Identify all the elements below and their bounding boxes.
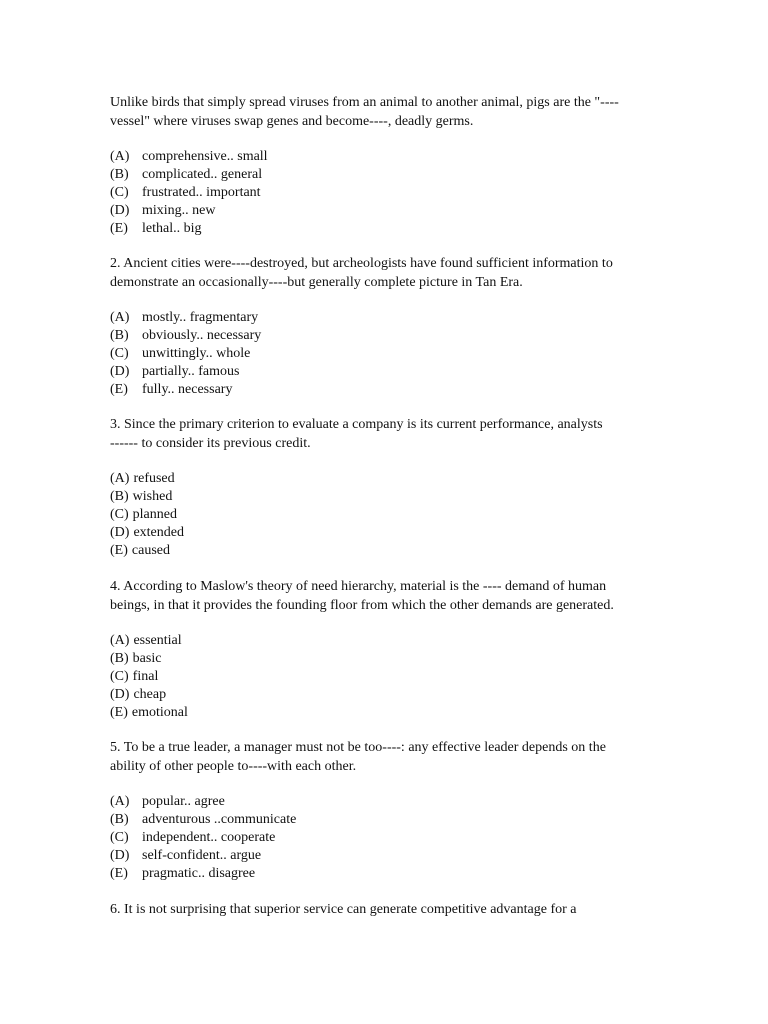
stem-line: beings, in that it provides the founding floor from which the other demands are generated. xyxy=(110,598,614,613)
option-letter: (A) xyxy=(110,149,130,164)
option-text: popular.. agree xyxy=(142,794,225,809)
option-text: self-confident.. argue xyxy=(142,848,262,863)
option-text: independent.. cooperate xyxy=(142,830,276,845)
option-b xyxy=(110,811,670,829)
answer-options xyxy=(110,148,670,238)
option-text: lethal.. big xyxy=(142,221,202,236)
option-letter: (C) xyxy=(110,185,129,200)
question-stem xyxy=(110,900,670,919)
option-text: mixing.. new xyxy=(142,203,216,218)
option-e xyxy=(110,542,670,560)
option-letter: (C) xyxy=(110,346,129,361)
stem-line: Unlike birds that simply spread viruses from an animal to another animal, pigs are the "---- xyxy=(110,95,619,110)
option-text: cheap xyxy=(133,687,167,702)
option-text: caused xyxy=(131,543,170,558)
option-letter: (A) xyxy=(110,310,130,325)
stem-line: 5. To be a true leader, a manager must not be too----: any effective leader depends on the xyxy=(110,740,606,755)
option-letter: (B) xyxy=(110,812,129,827)
option-letter: (B) xyxy=(110,651,129,666)
option-letter: (E) xyxy=(110,705,128,720)
question-5 xyxy=(110,738,670,883)
option-c xyxy=(110,345,670,363)
question-1 xyxy=(110,93,670,238)
option-letter: (A) xyxy=(110,794,130,809)
question-stem xyxy=(110,415,670,453)
option-letter: (C) xyxy=(110,669,129,684)
option-letter: (E) xyxy=(110,866,128,881)
option-e xyxy=(110,704,670,722)
question-stem xyxy=(110,577,670,615)
option-letter: (B) xyxy=(110,167,129,182)
stem-line: 2. Ancient cities were----destroyed, but archeologists have found sufficient information to xyxy=(110,256,613,271)
option-e xyxy=(110,381,670,399)
option-letter: (C) xyxy=(110,507,129,522)
option-c xyxy=(110,506,670,524)
stem-line: 4. According to Maslow's theory of need hierarchy, material is the ---- demand of human xyxy=(110,579,607,594)
option-text: partially.. famous xyxy=(142,364,240,379)
option-letter: (E) xyxy=(110,382,128,397)
question-stem xyxy=(110,254,670,292)
stem-line: 6. It is not surprising that superior service can generate competitive advantage for a xyxy=(110,902,577,917)
option-text: frustrated.. important xyxy=(142,185,261,200)
stem-line: ability of other people to----with each other. xyxy=(110,759,357,774)
stem-line: 3. Since the primary criterion to evaluate a company is its current performance, analysts xyxy=(110,417,603,432)
option-b xyxy=(110,327,670,345)
option-a xyxy=(110,309,670,327)
option-letter: (D) xyxy=(110,525,130,540)
option-text: essential xyxy=(133,633,182,648)
option-text: comprehensive.. small xyxy=(142,149,268,164)
option-d xyxy=(110,363,670,381)
option-letter: (A) xyxy=(110,633,130,648)
option-a xyxy=(110,148,670,166)
option-d xyxy=(110,524,670,542)
option-text: extended xyxy=(133,525,184,540)
option-a xyxy=(110,793,670,811)
option-a xyxy=(110,632,670,650)
option-c xyxy=(110,668,670,686)
option-d xyxy=(110,686,670,704)
stem-line: vessel" where viruses swap genes and become----, deadly germs. xyxy=(110,114,474,129)
question-stem xyxy=(110,738,670,776)
option-text: basic xyxy=(132,651,162,666)
option-letter: (B) xyxy=(110,328,129,343)
option-b xyxy=(110,166,670,184)
option-text: planned xyxy=(132,507,177,522)
option-text: refused xyxy=(133,471,175,486)
question-3 xyxy=(110,415,670,560)
question-2 xyxy=(110,254,670,399)
option-letter: (C) xyxy=(110,830,129,845)
option-text: pragmatic.. disagree xyxy=(142,866,256,881)
option-letter: (E) xyxy=(110,221,128,236)
option-letter: (E) xyxy=(110,543,128,558)
stem-line: ------ to consider its previous credit. xyxy=(110,436,311,451)
answer-options xyxy=(110,632,670,722)
option-text: adventurous ..communicate xyxy=(142,812,297,827)
option-d xyxy=(110,847,670,865)
option-a xyxy=(110,470,670,488)
option-letter: (B) xyxy=(110,489,129,504)
answer-options xyxy=(110,470,670,560)
question-stem xyxy=(110,93,670,131)
answer-options xyxy=(110,793,670,883)
option-text: emotional xyxy=(131,705,188,720)
option-text: mostly.. fragmentary xyxy=(142,310,259,325)
option-b xyxy=(110,488,670,506)
option-e xyxy=(110,865,670,883)
option-d xyxy=(110,202,670,220)
option-text: fully.. necessary xyxy=(142,382,233,397)
option-text: final xyxy=(132,669,159,684)
answer-options xyxy=(110,309,670,399)
question-4 xyxy=(110,577,670,722)
option-text: unwittingly.. whole xyxy=(142,346,251,361)
option-letter: (D) xyxy=(110,203,130,218)
option-b xyxy=(110,650,670,668)
stem-line: demonstrate an occasionally----but generally complete picture in Tan Era. xyxy=(110,275,523,290)
option-letter: (A) xyxy=(110,471,130,486)
question-6 xyxy=(110,900,670,919)
option-text: complicated.. general xyxy=(142,167,263,182)
option-text: wished xyxy=(132,489,173,504)
option-letter: (D) xyxy=(110,364,130,379)
option-c xyxy=(110,829,670,847)
option-c xyxy=(110,184,670,202)
option-letter: (D) xyxy=(110,848,130,863)
option-e xyxy=(110,220,670,238)
option-text: obviously.. necessary xyxy=(142,328,262,343)
option-letter: (D) xyxy=(110,687,130,702)
